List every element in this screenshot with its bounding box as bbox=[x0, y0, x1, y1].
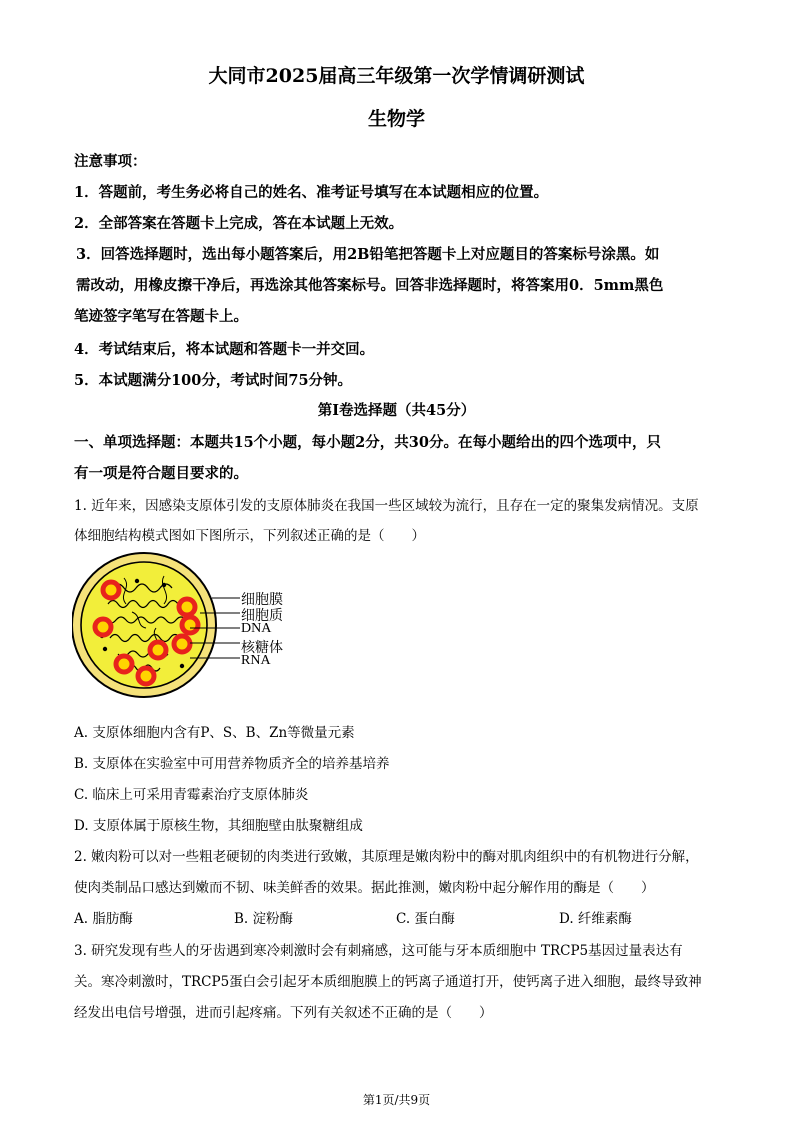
q1-stem: 1. 近年来，因感染支原体引发的支原体肺炎在我国一些区域较为流行，且存在一定的聚集发病情况。支原 bbox=[74, 498, 699, 514]
q3-stem: 3. 研究发现有些人的牙齿遇到寒冷刺激时会有刺痛感，这可能与牙本质细胞中 TRCP5基因过量表达有 bbox=[74, 943, 683, 959]
q2-option-d: D. 纤维素酶 bbox=[559, 911, 632, 927]
label-dna: DNA bbox=[241, 621, 272, 636]
notice-item-3-cont2: 笔迹签字笔写在答题卡上。 bbox=[74, 308, 248, 325]
notice-item-4: 4．考试结束后，将本试题和答题卡一并交回。 bbox=[74, 341, 375, 358]
notice-item-5: 5．本试题满分100分，考试时间75分钟。 bbox=[74, 372, 353, 389]
q1-option-b: B. 支原体在实验室中可用营养物质齐全的培养基培养 bbox=[74, 756, 390, 772]
section-instruction-cont: 有一项是符合题目要求的。 bbox=[74, 465, 248, 482]
q1-option-a: A. 支原体细胞内含有P、S、B、Zn等微量元素 bbox=[74, 725, 355, 741]
label-cell-membrane: 细胞膜 bbox=[241, 593, 283, 608]
q2-option-a: A. 脂肪酶 bbox=[74, 911, 133, 927]
q2-stem-cont: 使肉类制品口感达到嫩而不韧、味美鲜香的效果。据此推测，嫩肉粉中起分解作用的酶是（ ） bbox=[74, 880, 655, 896]
exam-title: 大同市2025届高三年级第一次学情调研测试 bbox=[208, 65, 585, 87]
label-rna: RNA bbox=[241, 653, 271, 668]
q2-stem: 2. 嫩肉粉可以对一些粗老硬韧的肉类进行致嫩，其原理是嫩肉粉中的酶对肌肉组织中的有机物进行分解， bbox=[74, 849, 699, 865]
q3-stem-cont: 关。寒冷刺激时，TRCP5蛋白会引起牙本质细胞膜上的钙离子通道打开，使钙离子进入细胞，最终导致神 bbox=[74, 974, 702, 990]
notice-item-3-cont: 需改动，用橡皮擦干净后，再选涂其他答案标号。回答非选择题时，将答案用0．5mm黑色 bbox=[76, 277, 664, 294]
notice-item-3: 3．回答选择题时，选出每小题答案后，用2B铅笔把答题卡上对应题目的答案标号涂黑。如 bbox=[76, 246, 660, 263]
q2-option-c: C. 蛋白酶 bbox=[396, 911, 455, 927]
q1-option-c: C. 临床上可采用青霉素治疗支原体肺炎 bbox=[74, 787, 309, 803]
q3-stem-cont2: 经发出电信号增强，进而引起疼痛。下列有关叙述不正确的是（ ） bbox=[74, 1005, 493, 1021]
notice-heading: 注意事项： bbox=[74, 153, 147, 170]
section-instruction: 一、单项选择题：本题共15个小题，每小题2分，共30分。在每小题给出的四个选项中，只 bbox=[74, 434, 661, 451]
notice-item-2: 2．全部答案在答题卡上完成，答在本试题上无效。 bbox=[74, 215, 404, 232]
page-footer: 第1页/共9页 bbox=[362, 1093, 431, 1107]
exam-subject: 生物学 bbox=[367, 108, 425, 130]
q1-stem-cont: 体细胞结构模式图如下图所示，下列叙述正确的是（ ） bbox=[74, 528, 425, 544]
label-cytoplasm: 细胞质 bbox=[241, 609, 283, 624]
label-ribosome: 核糖体 bbox=[241, 641, 283, 656]
q2-option-b: B. 淀粉酶 bbox=[234, 911, 294, 927]
section-title: 第Ⅰ卷选择题（共45分） bbox=[317, 402, 476, 419]
q1-option-d: D. 支原体属于原核生物，其细胞壁由肽聚糖组成 bbox=[74, 818, 363, 834]
notice-item-1: 1．答题前，考生务必将自己的姓名、准考证号填写在本试题相应的位置。 bbox=[74, 184, 549, 201]
